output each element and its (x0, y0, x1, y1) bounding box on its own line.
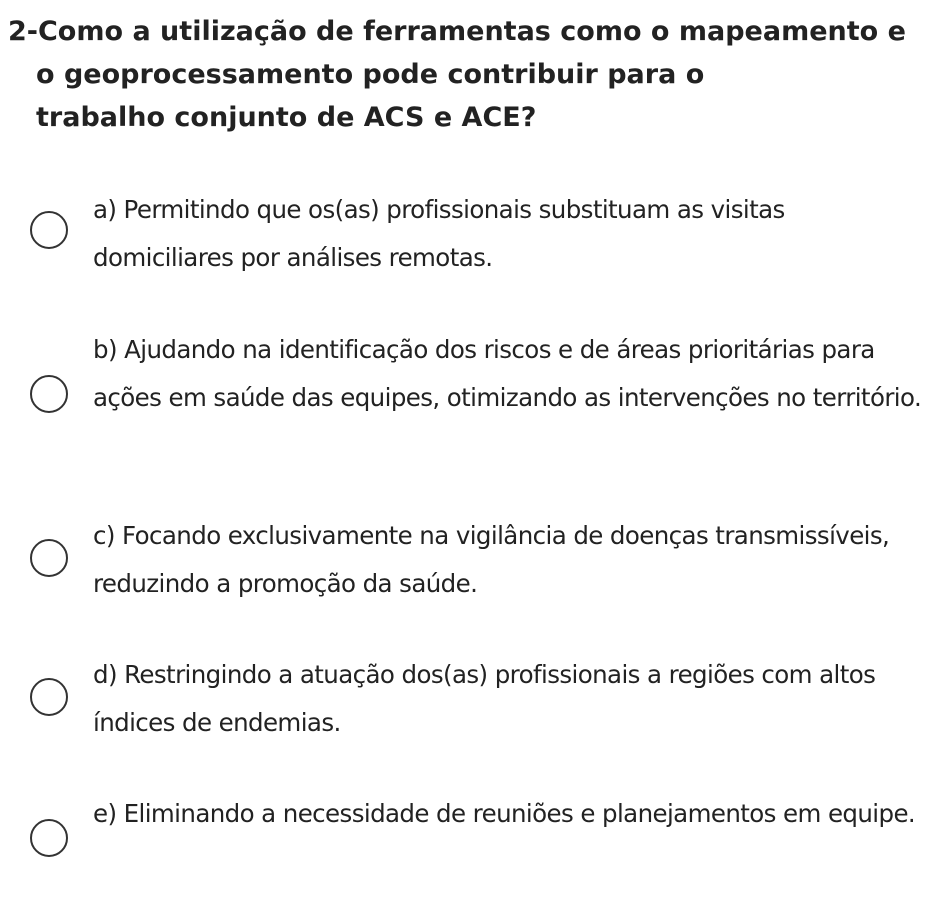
option-c-label[interactable]: c) Focando exclusivamente na vigilância de doenças transmissíveis, reduzindo a promoção da saúde. (93, 521, 890, 598)
option-a-label[interactable]: a) Permitindo que os(as) profissionais substituam as visitas domiciliares por análises remotas. (93, 195, 785, 272)
question-rest: o geoprocessamento pode contribuir para o trabalho conjunto de ACS e ACE? (36, 59, 705, 133)
option-e-label[interactable]: e) Eliminando a necessidade de reuniões e planejamentos em equipe. (93, 799, 916, 828)
question-line1: 2-Como a utilização de ferramentas como o mapeamento e (8, 16, 906, 47)
radio-button-b[interactable] (30, 375, 68, 413)
question-text (8, 10, 908, 139)
option-b-label[interactable]: b) Ajudando na identificação dos riscos e de áreas prioritárias para ações em saúde das equipes, otimizando as intervenções no território. (93, 335, 922, 412)
option-d-label[interactable]: d) Restringindo a atuação dos(as) profissionais a regiões com altos índices de endemias. (93, 660, 876, 737)
radio-button-d[interactable] (30, 678, 68, 716)
radio-button-a[interactable] (30, 211, 68, 249)
radio-button-c[interactable] (30, 539, 68, 577)
radio-button-e[interactable] (30, 819, 68, 857)
